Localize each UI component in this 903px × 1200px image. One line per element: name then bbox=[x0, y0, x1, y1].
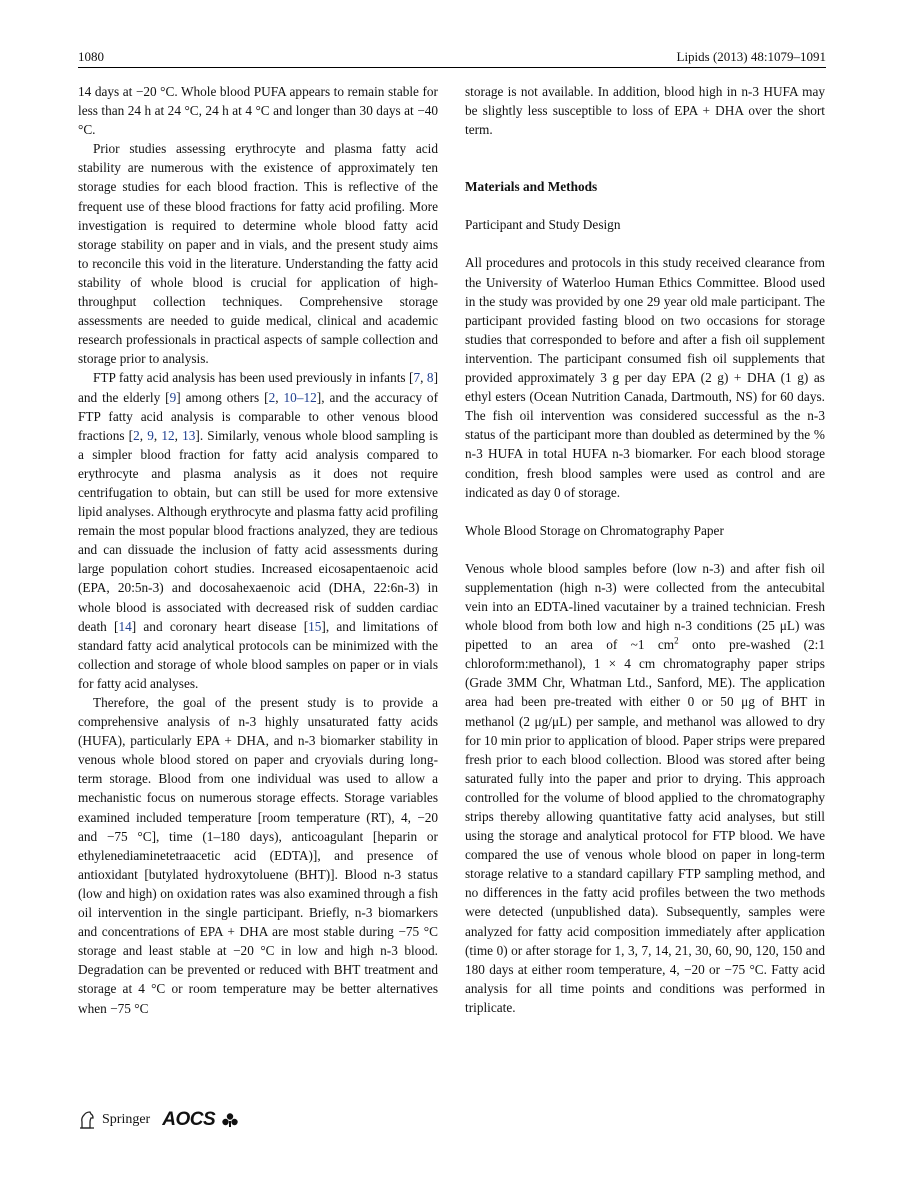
citation-link[interactable]: 9 bbox=[147, 427, 154, 443]
left-column bbox=[78, 82, 438, 1018]
citation-link[interactable]: 10–12 bbox=[283, 389, 317, 405]
subsection-heading: Whole Blood Storage on Chromatography Paper bbox=[465, 522, 724, 538]
springer-horse-icon bbox=[78, 1110, 96, 1130]
aocs-flask-icon bbox=[221, 1112, 239, 1128]
footer bbox=[78, 1107, 239, 1133]
journal-citation: Lipids (2013) 48:1079–1091 bbox=[676, 49, 826, 64]
paragraph: FTP fatty acid analysis has been used previously in infants [7, 8] and the elderly [9] among others [2, 10–12], and the accuracy of FTP fatty acid analysis is comparable to other venous blood fractions [2, 9, 12, 13]. Similarly, venous whole blood sampling is a simpler blood fraction for fatty acid analysis compared to erythrocyte and plasma analysis as it does not require centrifugation to obtain, but can still be used for more extensive lipid analyses. Although erythrocyte and plasma fatty acid profiling remain the most popular blood fractions analyzed, they are tedious and can dissuade the inclusion of fatty acid assessments during large population cohort studies. Increased eicosapentaenoic acid (EPA, 20:5n-3) and docosahexaenoic acid (DHA, 22:6n-3) in whole blood is associated with decreased risk of sudden cardiac death [14] and coronary heart disease [15], and limitations of standard fatty acid analytical protocols can be minimized with the collection and storage of whole blood samples on paper or in vials for fatty acid analyses. bbox=[78, 370, 439, 691]
citation-link[interactable]: 15 bbox=[308, 618, 322, 634]
society-logo: AOCS bbox=[162, 1109, 216, 1130]
citation-link[interactable]: 9 bbox=[169, 389, 177, 405]
citation-link[interactable]: 12 bbox=[161, 427, 175, 443]
subsection-heading: Participant and Study Design bbox=[465, 217, 621, 233]
citation-link[interactable]: 8 bbox=[426, 370, 434, 386]
citation-link[interactable]: 2 bbox=[133, 427, 140, 443]
section-heading: Materials and Methods bbox=[465, 179, 598, 195]
citation-link[interactable]: 2 bbox=[268, 389, 276, 405]
paragraph: Therefore, the goal of the present study is to provide a comprehensive analysis of n-3 highly unsaturated fatty acids (HUFA), particularly EPA + DHA, and n-3 biomarker stability in venous whole blood stored on paper and cryovials during long-term storage. Blood from one individual was used to allow a mechanistic focus on numerous storage effects. Storage variables examined included temperature [room temperature (RT), 4, −20 and −75 °C], time (1–180 days), anticoagulant [heparin or ethylenediaminetetraacetic acid (EDTA)], and presence of antioxidant [butylated hydroxytoluene (BHT)]. Blood n-3 status (low and high) on oxidation rates was also examined through a fish oil intervention in the single participant. Briefly, n-3 biomarkers and concentrations of EPA + DHA are most stable during −75 °C storage and least stable at −20 °C in low and high n-3 blood. Degradation can be prevented or reduced with BHT treatment and storage at 4 °C or room temperature may be better alternatives when −75 °C bbox=[78, 695, 438, 1016]
right-column bbox=[465, 82, 825, 1017]
citation-link[interactable]: 7 bbox=[413, 370, 421, 386]
running-header bbox=[78, 46, 826, 68]
citation-link[interactable]: 14 bbox=[118, 618, 132, 634]
paragraph: All procedures and protocols in this study received clearance from the University of Waterloo Human Ethics Committee. Blood used in the study was provided by one 29 year old male participant. The participant provided fasting blood on two occasions for storage studies that corresponded to before and after a fish oil supplement intervention. The participant consumed fish oil supplements that provided approximately 3 g per day EPA (2 g) + DHA (1 g) as ethyl esters (Ocean Nutrition Canada, Dartmouth, NS) for 60 days. The fish oil intervention was considered successful as the n-3 status of the participant more than doubled as determined by the % n-3 HUFA in total HUFA n-3 biomarker. For each blood storage condition, fresh blood samples were used as control and are indicated as day 0 of storage. bbox=[465, 255, 825, 500]
paragraph: 14 days at −20 °C. Whole blood PUFA appears to remain stable for less than 24 h at 24 °C, 24 h at 4 °C and longer than 30 days at −40 °C. bbox=[78, 84, 438, 138]
page-number: 1080 bbox=[78, 49, 104, 64]
publisher-name: Springer bbox=[102, 1112, 151, 1127]
paragraph: Venous whole blood samples before (low n-3) and after fish oil supplementation (high n-3) were collected from the antecubital vein into an EDTA-lined vacutainer by a trained technician. Fresh whole blood from both low and high n-3 conditions (25 μL) was pipetted to an area of ~1 $cm^2$ onto pre-washed (2:1 chloroform:methanol), 1 × 4 cm chromatography paper strips (Grade 3MM Chr, Whatman Ltd., Sanford, ME). The application area had been pre-treated with either 0 or 50 μg of BHT in methanol (2 μg/μL) per sample, and methanol was allowed to dry for 10 min prior to application of blood. Paper strips were prepared fresh prior to each blood collection. Blood was stored after being saturated fully into the paper and prior to drying. This approach controlled for the volume of blood applied to the chromatography strips thereby allowing quantitative fatty acid analyses, but still using the storage and analytical protocol for FTP blood. We have compared the use of venous whole blood on paper in long-term storage relative to a standard capillary FTP sampling method, and no differences in the fatty acid profiles between the two methods were detected (unpublished data). Subsequently, samples were analyzed for fatty acid composition immediately after application (time 0) or after storage for 1, 3, 7, 14, 21, 30, 60, 90, 120, 150 and 180 days at either room temperature, 4, −20 or −75 °C. Fatty acid analysis for all time points and conditions was performed in triplicate. bbox=[465, 560, 825, 1015]
header-rule bbox=[78, 67, 826, 68]
citation-link[interactable]: 13 bbox=[182, 427, 196, 443]
paragraph: Prior studies assessing erythrocyte and plasma fatty acid stability are numerous with the existence of approximately ten storage studies for each blood fraction. This is reflective of the frequent use of these blood fractions for fatty acid profiling. More investigation is required to determine whole blood fatty acid storage stability on paper and in vials, and the present study aims to reconcile this void in the literature. Understanding the fatty acid stability of whole blood is crucial for application of high-throughput collection techniques. Comprehensive storage assessments are needed to guide medical, clinical and academic research professionals in practical aspects of sample collection and storage prior to analysis. bbox=[78, 141, 438, 367]
paragraph: storage is not available. In addition, blood high in n-3 HUFA may be slightly less susceptible to loss of EPA + DHA over the short term. bbox=[465, 84, 825, 138]
